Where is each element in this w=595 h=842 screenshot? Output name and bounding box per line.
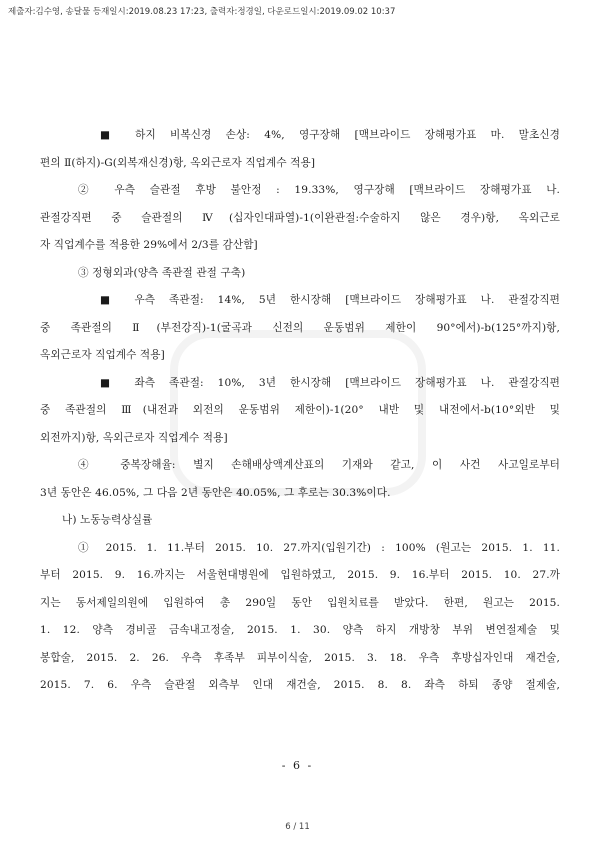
document-body [40, 122, 560, 700]
text-line: 옥외근로자 직업계수 적용] [40, 349, 165, 361]
text-line: ④ 중복장해율: 별지 손해배상액계산표의 기재와 같고, 이 사건 사고일로부터 [78, 459, 560, 471]
document-header: 제출자:김수영, 송달물 등재일시:2019.08.23 17:23, 출력자:정경일, 다운로드일시:2019.09.02 10:37 [8, 7, 396, 17]
section-heading: 나) 노동능력상실률 [62, 514, 153, 526]
text-line: 지는 동서제일의원에 입원하여 총 290일 동안 입원치료를 받았다. 한편, 원고는 2015. [40, 596, 560, 609]
text-line: ② 우측 슬관절 후방 불안정 : 19.33%, 영구장해 [맥브라이드 장해평가표 나. [78, 184, 560, 196]
text-line: 봉합술, 2015. 2. 26. 우측 후족부 피부이식술, 2015. 3. 18. 우측 후방십자인대 재건술, [40, 651, 560, 664]
page-footer: 6 / 11 [285, 822, 310, 832]
text-line: 편의 Ⅱ(하지)-G(외복재신경)항, 옥외근로자 직업계수 적용] [40, 156, 316, 169]
text-line: 1. 12. 양측 경비골 금속내고정술, 2015. 1. 30. 양측 하지 개방창 부위 변연절제술 및 [40, 624, 560, 636]
text-line: 외전까지)항, 옥외근로자 직업계수 적용] [40, 431, 228, 444]
text-line: ■ 하지 비복신경 손상: 4%, 영구장해 [맥브라이드 장해평가표 마. 말초신경 [100, 129, 560, 141]
text-line: ① 2015. 1. 11.부터 2015. 10. 27.까지(입원기간) : 100% (원고는 2015. 1. 11. [78, 541, 560, 554]
text-line: 관절강직편 중 슬관절의 Ⅳ(십자인대파열)-1(이완관절:수술하지 않은 경우)항, 옥외근로 [40, 211, 560, 224]
text-line: 2015. 7. 6. 우측 슬관절 외측부 인대 재건술, 2015. 8. 8. 좌측 하퇴 종양 절제술, [40, 679, 560, 691]
text-line: ■ 좌측 족관절: 10%, 3년 한시장해 [맥브라이드 장해평가표 나. 관절강직편 [100, 376, 560, 389]
text-line: 3년 동안은 46.05%, 그 다음 2년 동안은 40.05%, 그 후로는 30.3%이다. [40, 486, 391, 499]
text-line: 중 족관절의 Ⅲ(내전과 외전의 운동범위 제한이)-1(20° 내반 및 내전에서-b(10°외반 및 [40, 404, 560, 416]
page-number: - 6 - [281, 759, 314, 772]
text-line: 자 직업계수를 적용한 29%에서 2/3를 감산함] [40, 239, 258, 251]
text-line: 중 족관절의 Ⅱ(부전강직)-1(굴곡과 신전의 운동범위 제한이 90°에서)-b(125°까지)항, [40, 321, 560, 334]
text-line: ③ 정형외과(양측 족관절 관절 구축) [78, 266, 246, 279]
text-line: 부터 2015. 9. 16.까지는 서울현대병원에 입원하였고, 2015. 9. 16.부터 2015. 10. 27.까 [40, 569, 560, 581]
text-line: ■ 우측 족관절: 14%, 5년 한시장해 [맥브라이드 장해평가표 나. 관절강직편 [100, 294, 560, 306]
